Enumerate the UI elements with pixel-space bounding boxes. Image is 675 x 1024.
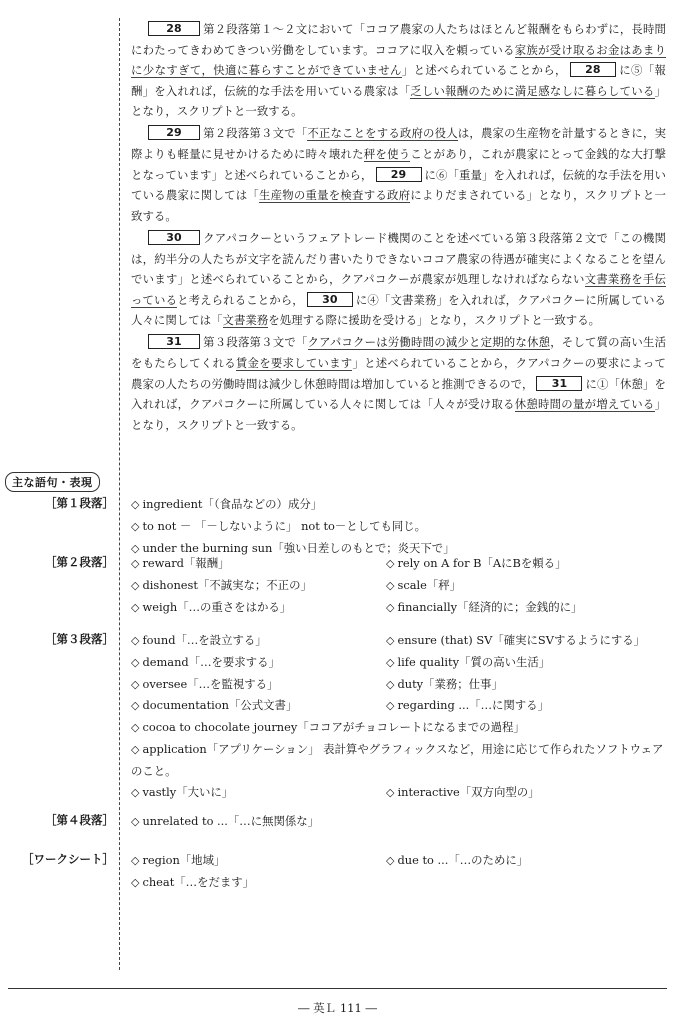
- explanation-section: [131, 19, 666, 437]
- diamond-bullet-icon: ◇: [131, 600, 140, 614]
- vocab-section-label: ［第３段落］: [45, 632, 114, 646]
- vocab-text: regarding ...「…に関する」: [397, 698, 549, 713]
- diamond-bullet-icon: ◇: [386, 600, 395, 614]
- diamond-bullet-icon: ◇: [386, 854, 395, 867]
- vocab-text: due to ...「…のために」: [397, 853, 529, 867]
- diamond-bullet-icon: ◇: [131, 578, 140, 592]
- vocab-entry: [131, 516, 666, 538]
- explanation-text: ，そして質の高い生活をもたらしてくれる: [131, 335, 667, 370]
- vocab-text: region「地域」: [142, 853, 226, 867]
- diamond-bullet-icon: ◇: [131, 498, 140, 511]
- vocab-text: documentation「公式文書」: [142, 698, 298, 713]
- vocab-entry: [386, 652, 641, 674]
- vocab-entry: [386, 630, 646, 652]
- diamond-bullet-icon: ◇: [386, 785, 395, 799]
- vocab-group: [131, 494, 666, 559]
- vocab-title: 主な語句・表現: [5, 472, 100, 492]
- explanation-text: 第２段落第１～２文において「ココア農家の人たちはほとんど報酬をもらわずに，長時間にわたってきわめてきつい労働をしています。ココアに収入を頼っている: [131, 22, 666, 57]
- vocab-text: cocoa to chocolate journey「ココアがチョコレートになるまでの過程」: [142, 720, 525, 735]
- diamond-bullet-icon: ◇: [131, 875, 140, 889]
- vocab-entry: [131, 652, 386, 674]
- explanation-paragraph: [131, 123, 666, 226]
- vocab-text: to not － 「－しないように」 not to－としても同じ。: [142, 518, 427, 533]
- vocab-group: [131, 630, 666, 803]
- explanation-text: 第３段落第３文で「: [203, 335, 308, 350]
- vocab-entry: [386, 597, 641, 619]
- diamond-bullet-icon: ◇: [386, 655, 395, 669]
- vocab-text: ingredient「（食品などの）成分」: [142, 497, 323, 511]
- vocab-entry: [131, 850, 386, 872]
- underlined-text: 文書業務: [222, 313, 269, 328]
- vocab-row: [131, 575, 666, 597]
- vocab-text: vastly「大いに」: [142, 784, 234, 799]
- explanation-text: によりだまされている」となり，スクリプトと一致する。: [131, 188, 666, 223]
- diamond-bullet-icon: ◇: [131, 677, 140, 691]
- explanation-text: クアパコクーというフェアトレード機関のことを述べている第３段落第２文で「この機関は，約半分の人たちが文字を読んだり書いたりできないココア農家の待遇が確実によくなることを望んでいます」と述べられていることから，クアパコクーが農家が処理しなければならない: [131, 230, 666, 287]
- diamond-bullet-icon: ◇: [131, 742, 140, 756]
- explanation-text: ことがあり，これが農家にとって金銭的な大打撃となっています」と述べられていることから，: [131, 147, 666, 182]
- vocab-entry: [131, 782, 386, 804]
- diamond-bullet-icon: ◇: [131, 541, 140, 555]
- underlined-text: クアパコクーは労働時間の減少と定期的な休憩: [307, 335, 551, 350]
- diamond-bullet-icon: ◇: [131, 699, 140, 713]
- answer-box-inline: 28: [570, 62, 616, 77]
- vocab-text: found「…を設立する」: [142, 633, 267, 647]
- vocab-text: application「アプリケーション」 表計算やグラフィックスなど，用途に応じて作られたソフトウェアのこと。: [131, 741, 664, 778]
- explanation-text: は，農家の生産物を計量するときに，実際よりも軽量に見せかけるために時々壊れた: [131, 126, 667, 162]
- vocab-group: [131, 811, 666, 833]
- vocab-text: scale「秤」: [397, 577, 462, 592]
- vocab-row: [131, 652, 666, 674]
- explanation-text: に④「文書業務」を入れれば，クアパコクーに所属している人々に関しては「: [131, 292, 666, 328]
- explanation-text: に①「休憩」を入れれば，クアパコクーに所属している人々に関しては「人々が受け取る: [131, 376, 666, 412]
- vocab-row: [131, 782, 666, 804]
- explanation-paragraph: [131, 228, 666, 331]
- vocab-entry: [386, 850, 641, 872]
- vocab-row: [131, 695, 666, 717]
- vocab-text: financially「経済的に；金銭的に」: [397, 599, 583, 614]
- vocab-row: [131, 717, 666, 739]
- answer-box-inline: 31: [536, 376, 582, 391]
- answer-box: 28: [148, 21, 200, 36]
- vocab-row: [131, 553, 666, 575]
- vocab-entry: [131, 674, 386, 696]
- vocab-text: cheat「…をだます」: [142, 874, 255, 889]
- vocab-entry: [131, 739, 666, 782]
- diamond-bullet-icon: ◇: [386, 634, 395, 647]
- vocab-row: [131, 597, 666, 619]
- vocab-entry: [131, 811, 666, 833]
- diamond-bullet-icon: ◇: [131, 854, 140, 867]
- vocab-entry: [131, 597, 386, 619]
- vocab-text: interactive「双方向型の」: [397, 784, 540, 799]
- vocab-row: [131, 739, 666, 782]
- vocab-text: dishonest「不誠実な；不正の」: [142, 577, 312, 592]
- vocab-text: weigh「…の重さをはかる」: [142, 599, 292, 614]
- vocab-row: [131, 516, 666, 538]
- vocab-section-label: ［第４段落］: [45, 813, 114, 827]
- vocab-entry: [131, 872, 666, 894]
- dashed-margin-line: [119, 18, 120, 970]
- vocab-row: [131, 674, 666, 696]
- vocab-section-label: ［第１段落］: [45, 496, 114, 510]
- vocab-text: duty「業務；仕事」: [397, 676, 503, 691]
- diamond-bullet-icon: ◇: [386, 699, 395, 713]
- vocab-row: [131, 630, 666, 652]
- underlined-text: 家族が受け取るお金はあまりに少なすぎて，快適に暮らすことができていません: [131, 42, 666, 78]
- answer-box: 31: [148, 334, 200, 349]
- vocab-entry: [386, 575, 641, 597]
- underlined-text: 文書業務を手伝っている: [131, 272, 666, 307]
- underlined-text: 賃金を要求しています: [235, 356, 353, 370]
- vocab-entry: [131, 575, 386, 597]
- explanation-paragraph: [131, 19, 666, 122]
- vocab-section-label: ［ワークシート］: [22, 852, 114, 866]
- explanation-paragraph: [131, 332, 666, 435]
- vocab-entry: [386, 553, 641, 575]
- vocab-entry: [386, 695, 641, 717]
- underlined-text: 不正なことをする政府の役人: [307, 126, 458, 141]
- vocab-row: [131, 850, 666, 872]
- bottom-rule: [8, 988, 667, 989]
- answer-box-inline: 30: [307, 292, 353, 307]
- vocab-text: rely on A for B「AにBを頼る」: [397, 556, 567, 570]
- vocab-row: [131, 872, 666, 894]
- diamond-bullet-icon: ◇: [131, 721, 140, 735]
- vocab-text: oversee「…を監視する」: [142, 676, 279, 691]
- explanation-text: と考えられることから，: [177, 292, 304, 307]
- vocab-text: under the burning sun「強い日差しのもとで；炎天下で」: [142, 540, 455, 555]
- underlined-text: 秤を使う: [363, 147, 411, 162]
- diamond-bullet-icon: ◇: [131, 655, 140, 669]
- diamond-bullet-icon: ◇: [386, 677, 395, 691]
- vocab-text: life quality「質の高い生活」: [397, 654, 551, 669]
- explanation-text: 」と述べられていることから，クアパコクーの要求によって農家の人たちの労働時間は減少し休憩時間は増加していると推測できるので，: [131, 356, 666, 391]
- vocab-text: reward「報酬」: [142, 556, 230, 570]
- underlined-text: 生産物の重量を検査する政府: [258, 188, 411, 203]
- vocab-entry: [131, 494, 666, 516]
- vocab-entry: [131, 553, 386, 575]
- vocab-entry: [386, 674, 641, 696]
- vocab-text: demand「…を要求する」: [142, 654, 280, 669]
- vocab-text: ensure (that) SV「確実にSVするようにする」: [397, 633, 646, 647]
- vocab-entry: [131, 695, 386, 717]
- diamond-bullet-icon: ◇: [386, 578, 395, 592]
- vocab-row: [131, 811, 666, 833]
- diamond-bullet-icon: ◇: [386, 557, 395, 570]
- answer-box: 30: [148, 230, 200, 245]
- page-number: ― 英Ｌ 111 ―: [298, 1001, 377, 1015]
- vocab-section-label: ［第２段落］: [45, 555, 114, 569]
- vocab-entry: [131, 630, 386, 652]
- vocab-entry: [131, 717, 666, 739]
- explanation-text: に⑥「重量」を入れれば，伝統的な手法を用いている農家に関しては「: [131, 167, 666, 203]
- diamond-bullet-icon: ◇: [131, 519, 140, 533]
- explanation-text: に⑤「報酬」を入れれば，伝統的な手法を用いている農家は「: [131, 63, 666, 98]
- diamond-bullet-icon: ◇: [131, 785, 140, 799]
- underlined-text: 乏しい報酬のために満足感なしに暮らしている: [410, 83, 655, 98]
- explanation-text: 第２段落第３文で「: [203, 126, 308, 141]
- diamond-bullet-icon: ◇: [131, 557, 140, 570]
- explanation-text: 」となり，スクリプトと一致する。: [131, 83, 666, 119]
- vocab-row: [131, 494, 666, 516]
- explanation-text: を処理する際に援助を受ける」となり，スクリプトと一致する。: [268, 313, 601, 328]
- vocab-group: [131, 553, 666, 618]
- vocab-text: unrelated to ...「…に無関係な」: [142, 814, 320, 828]
- answer-box: 29: [148, 125, 200, 140]
- answer-box-inline: 29: [376, 167, 422, 182]
- diamond-bullet-icon: ◇: [131, 634, 140, 647]
- underlined-text: 休憩時間の量が増えている: [514, 397, 655, 412]
- explanation-text: 」となり，スクリプトと一致する。: [131, 397, 666, 432]
- vocab-entry: [386, 782, 641, 804]
- explanation-text: 」と述べられていることから，: [401, 63, 567, 78]
- vocab-group: [131, 850, 666, 894]
- diamond-bullet-icon: ◇: [131, 815, 140, 828]
